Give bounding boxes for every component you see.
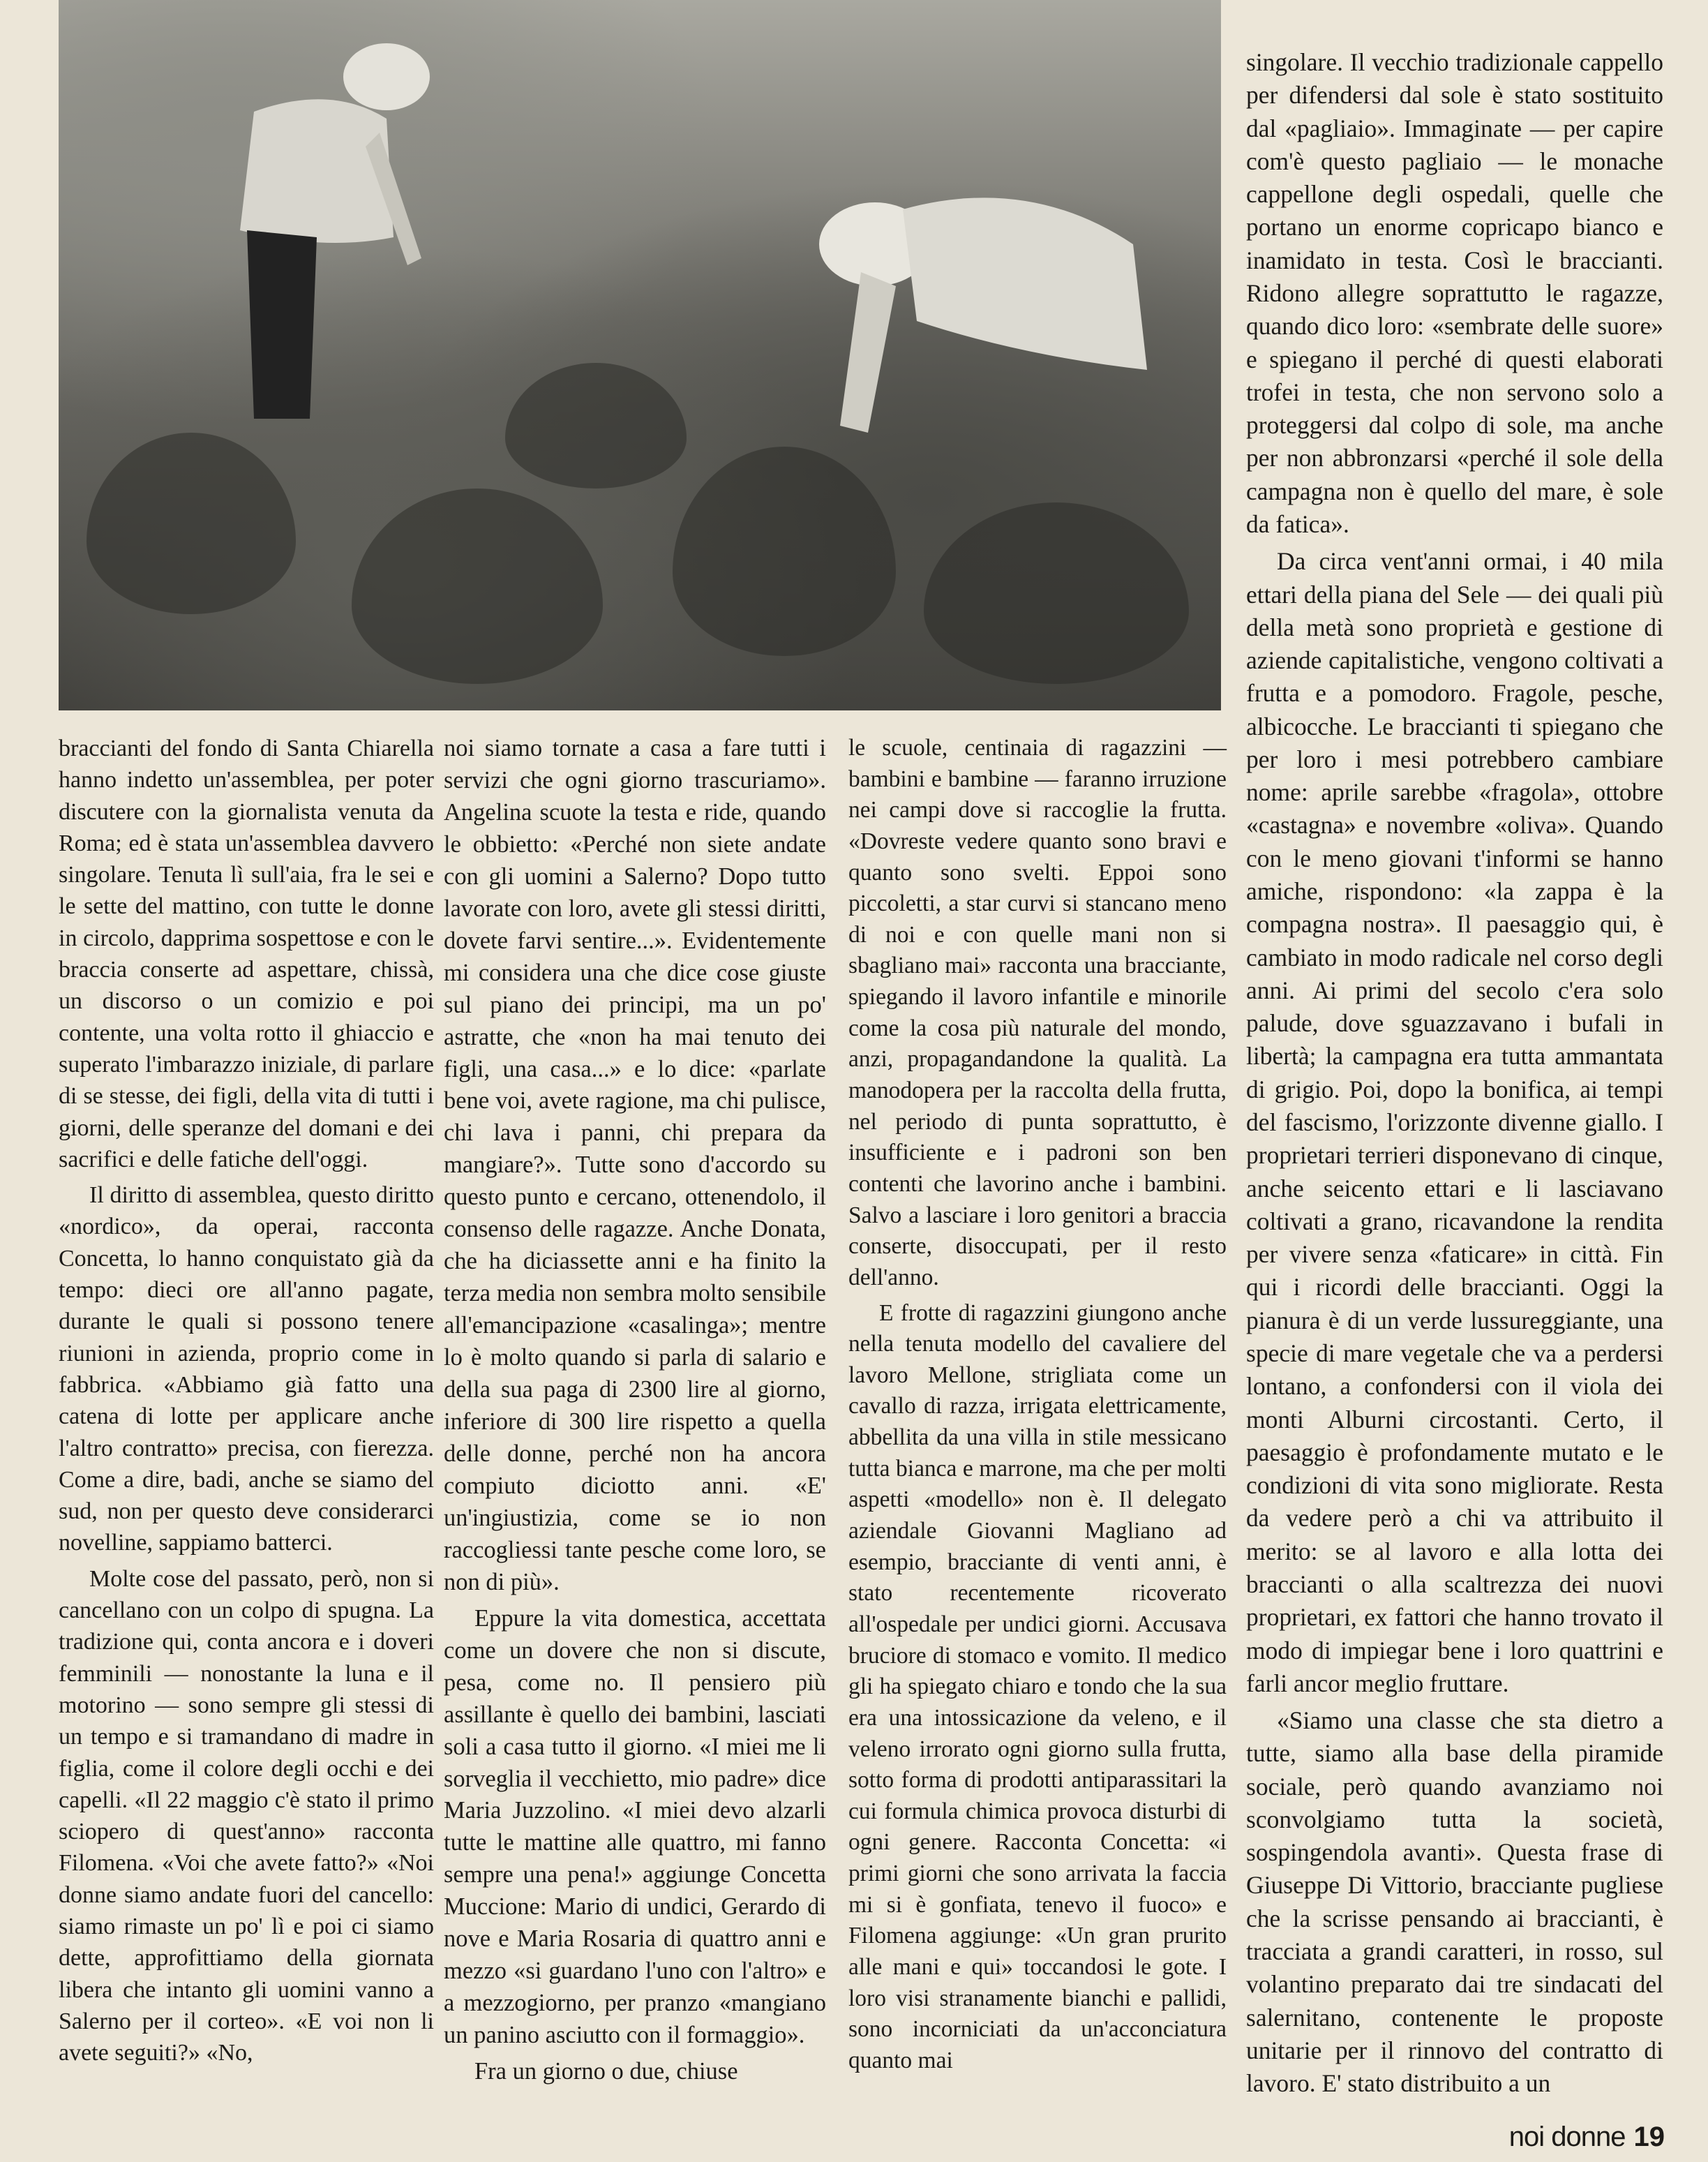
column-1-paragraph: Molte cose del passato, però, non si cancellano con un colpo di spugna. La tradizione qui, conta ancora e i doveri femminili — nonostante la luna e il motorino — sono sempre gli stessi di un tempo e si tramandano di madre in figlia, come il colore degli occhi e dei capelli. «Il 22 maggio c'è stato il primo sciopero di quest'anno» racconta Filomena. «Voi che avete fatto?» «Noi donne siamo andate fuori del cancello: siamo rimaste un po' lì e poi ci siamo dette, approfittiamo della giornata libera che intanto gli uomini vanno a Salerno per il corteo». «E voi non li avete seguiti?» «No,	[59, 1565, 434, 2066]
worker-woman-right	[798, 161, 1161, 454]
column-1-paragraph: braccianti del fondo di Santa Chiarella hanno indetto un'assemblea, per poter discutere con la giornalista venuta da Roma; ed è stata un'assemblea davvero singolare. Tenuta lì sull'aia, fra le sei e le sette del mattino, con tutte le donne in circolo, dapprima sospettose e con le braccia conserte ad aspettare, chissà, un discorso o un comizio e poi contente, una volta rotto il ghiaccio e superato l'imbarazzo iniziale, di parlare di se stesse, dei figli, della vita di tutti i giorni, delle speranze del domani e dei sacrifici e delle fatiche dell'oggi.	[59, 736, 434, 1172]
column-2	[444, 733, 826, 2088]
column-3	[848, 733, 1227, 2077]
column-4-paragraph: Da circa vent'anni ormai, i 40 mila ettari della piana del Sele — dei quali più della metà sono proprietà e gestione di aziende capitalistiche, vengono coltivati a frutta e a pomodoro. Fragole, pesche, albicocche. Le braccianti ti spiegano che per loro i mesi potrebbero cambiare nome: aprile sarebbe «fragola», ottobre «castagna» e novembre «oliva». Quando con le meno giovani t'informi se hanno amiche, rispondono: «la zappa è la compagna nostra». Il paesaggio qui, è cambiato in modo radicale nel corso degli anni. Ai primi del secolo c'era solo palude, dove sguazzavano i bufali in libertà; la campagna era tutta ammantata di grigio. Poi, dopo la bonifica, ai tempi del fascismo, l'orizzonte divenne giallo. I proprietari terrieri disponevano di cinque, anche seicento ettari e li lasciavano coltivati a grano, ricavandone la rendita per vivere senza «faticare» in città. Fin qui i ricordi delle braccianti. Oggi la pianura è di un verde lussureggiante, una specie di mare vegetale che va a perdersi lontano, a confondersi con il viola dei monti Alburni circostanti. Certo, il paesaggio è profondamente mutato e le condizioni di vita sono migliorate. Resta da vedere però a chi va attribuito il merito: se al lavoro e alla lotta dei braccianti o alla scaltrezza dei nuovi proprietari, ex fattori che hanno trovato il modo di impiegar bene i loro quattrini e farli ancor meglio fruttare.	[1246, 547, 1663, 1697]
column-4	[1246, 46, 1663, 2100]
column-2-paragraph: Eppure la vita domestica, accettata come un dovere che non si discute, pesa, come no. Il pensiero più assillante è quello dei bambini, lasciati soli a casa tutto il giorno. «I miei me li sorveglia il vecchietto, mio padre» dice Maria Juzzolino. «I miei devo alzarli tutte le mattine alle quattro, mi fanno sempre una pena!» aggiunge Concetta Muccione: Mario di undici, Gerardo di nove e Maria Rosaria di quattro anni e mezzo «si guardano l'uno con l'altro» e a mezzogiorno, per pranzo «mangiano un panino asciutto con il formaggio».	[444, 1604, 826, 2049]
page-footer	[1509, 2122, 1665, 2153]
column-4-paragraph: singolare. Il vecchio tradizionale cappello per difendersi dal sole è stato sostituito dal «pagliaio». Immaginate — per capire com'è questo pagliaio — le monache cappellone degli ospedali, quelle che portano un enorme copricapo bianco e inamidato in testa. Così le braccianti. Ridono allegre soprattutto le ragazze, quando dico loro: «sembrate delle suore» e spiegano il perché di questi elaborati trofei in testa, che non servono solo a proteggersi dal colpo di sole, ma anche per non abbronzarsi «perché il sole della campagna non è quello del mare, è sole da fatica».	[1246, 48, 1663, 538]
column-4-paragraph: «Siamo una classe che sta dietro a tutte, siamo alla base della piramide sociale, però quando avanziamo noi sconvolgiamo tutta la società, sospingendola avanti». Questa frase di Giuseppe Di Vittorio, bracciante pugliese che la scrisse pensando ai braccianti, è tracciata a grandi caratteri, in rosso, sul volantino preparato dai tre sindacati del salernitano, contenente le proposte unitarie per il rinnovo del contratto di lavoro. E' stato distribuito a un	[1246, 1706, 1663, 2098]
worker-woman-left	[212, 28, 449, 419]
column-3-paragraph: le scuole, centinaia di ragazzini — bambini e bambine — faranno irruzione nei campi dove si raccoglie la frutta. «Dovreste vedere quanto sono bravi e quanto sono svelti. Eppoi sono piccoletti, a star curvi si stancano meno di noi e con quelle mani non si sbagliano mai» racconta una bracciante, spiegando il lavoro infantile e minorile come la cosa più naturale del mondo, anzi, propagandandone la qualità. La manodopera per la raccolta della frutta, nel periodo di punta soprattutto, è insufficiente e i padroni son ben contenti che lavorino anche i bambini. Salvo a lasciare i loro genitori a braccia conserte, disoccupati, per il resto dell'anno.	[848, 735, 1227, 1290]
magazine-name: noi donne	[1508, 2122, 1626, 2152]
column-1-paragraph: Il diritto di assemblea, questo diritto «nordico», da operai, racconta Concetta, lo hanno conquistato già da tempo: dieci ore all'anno pagate, durante le quali si possono tenere riunioni in azienda, proprio come in fabbrica. «Abbiamo già fatto una catena di lotte per applicare anche l'altro contratto» precisa, con fierezza. Come a dire, badi, anche se siamo del sud, non per questo deve considerarci novelline, sappiamo batterci.	[59, 1182, 434, 1556]
column-3-paragraph: E frotte di ragazzini giungono anche nella tenuta modello del cavaliere del lavoro Mellone, strigliata come un cavallo di razza, irrigata elettricamente, abbellita da una villa in stile messicano tutta bianca e marrone, ma che per molti aspetti «modello» non è. Il delegato aziendale Giovanni Magliano ad esempio, bracciante di venti anni, è stato recentemente ricoverato all'ospedale per undici giorni. Accusava bruciore di stomaco e vomito. Il medico gli ha spiegato chiaro e tondo che la sua era una intossicazione da veleno, e il veleno irrorato ogni giorno sulla frutta, sotto forma di prodotti antiparassitari la cui formula chimica provoca disturbi di ogni genere. Racconta Concetta: «i primi giorni che sono arrivata la faccia mi si è gonfiata, tenevo il fuoco» e Filomena aggiunge: «Un gran prurito alle mani e qui» toccandosi le gote. I loro visi stranamente bianchi e pallidi, sono incorniciati da un'acconciatura quanto mai	[848, 1299, 1227, 2073]
page-number: 19	[1633, 2122, 1665, 2152]
column-2-paragraph: noi siamo tornate a casa a fare tutti i servizi che ogni giorno trascuriamo». Angelina scuote la testa e ride, quando le obbietto: «Perché non siete andate con gli uomini a Salerno? Dopo tutto lavorate con loro, avete gli stessi diritti, dovete farvi sentire...». Evidentemente mi considera una che dice cose giuste sul piano dei principi, ma un po' astratte, che «non ha mai tenuto dei figli, una casa...» e lo dice: «parlate bene voi, avete ragione, ma chi pulisce, chi lava i panni, chi prepara da mangiare?». Tutte sono d'accordo su questo punto e cercano, ottenendolo, il consenso delle ragazze. Anche Donata, che ha diciassette anni e ha finito la terza media non sembra molto sensibile all'emancipazione «casalinga»; mentre lo è molto quando si parla di salario e della sua paga di 2300 lire al giorno, inferiore di 300 lire rispetto a quella delle donne, perché non ha ancora compiuto diciotto anni. «E' un'ingiustizia, come se io non raccogliessi tante pesche come loro, se non di più».	[444, 735, 826, 1595]
column-2-paragraph: Fra un giorno o due, chiuse	[474, 2058, 738, 2085]
field-workers-photo	[59, 0, 1221, 710]
column-1	[59, 733, 434, 2068]
